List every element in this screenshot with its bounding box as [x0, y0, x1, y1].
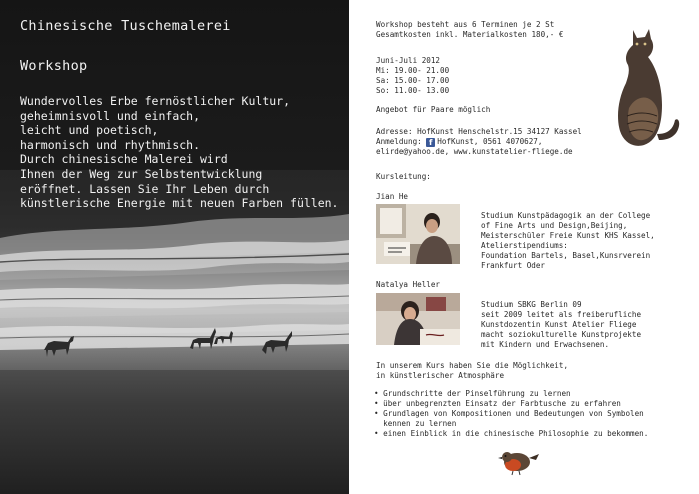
facebook-icon[interactable]: f: [426, 138, 435, 147]
intro-line: harmonisch und rhythmisch.: [20, 137, 201, 152]
intro-line: leicht und poetisch,: [20, 123, 159, 138]
schedule-line: So: 11.00- 13.00: [376, 86, 450, 95]
schedule-line: Mi: 19.00- 21.00: [376, 66, 450, 75]
couples-offer: Angebot für Paare möglich: [376, 105, 491, 114]
workshop-title: Chinesische Tuschemalerei: [20, 18, 231, 34]
schedule: [376, 56, 449, 96]
list-item: • Grundlagen von Kompositionen und Bedeutungen von Symbolen: [374, 409, 644, 418]
contact-links[interactable]: elirde@yahoo.de, www.kunstatelier-fliege.de: [376, 147, 573, 156]
bio-line: Foundation Bartels, Basel,Kunsrverein: [481, 251, 651, 260]
course-intro: [376, 361, 568, 381]
intro-line: künstlerische Energie mit neuen Farben füllen.: [20, 196, 339, 211]
bio-line: mit Kindern und Erwachsenen.: [481, 340, 610, 349]
list-item: • einen Einblick in die chinesische Philosophie zu bekommen.: [374, 429, 649, 438]
info-panel: [349, 0, 699, 494]
bio-line: Frankfurt Oder: [481, 261, 546, 270]
ink-painting-panel: [0, 0, 349, 494]
list-item: kennen zu lernen: [374, 419, 457, 428]
list-item: • Grundschritte der Pinselführung zu lernen: [374, 389, 571, 398]
bio-line: Atelierstipendiums:: [481, 241, 568, 250]
registration-label: Anmeldung:: [376, 137, 422, 146]
info-line: Gesamtkosten inkl. Materialkosten 180,- €: [376, 30, 564, 39]
address: Adresse: HofKunst Henschelstr.15 34127 Kassel: [376, 127, 582, 136]
contact-block: [376, 127, 582, 157]
instructor-name: Jian He: [376, 192, 409, 201]
workshop-info: [376, 20, 563, 40]
instructor-bio: [481, 211, 655, 271]
registration-details: HofKunst, 0561 4070627,: [437, 137, 543, 146]
bird-illustration: [497, 446, 541, 476]
course-intro-line: In unserem Kurs haben Sie die Möglichkeit,: [376, 361, 569, 370]
instructor-photo-natalya-heller: [376, 293, 460, 345]
intro-line: eröffnet. Lassen Sie Ihr Leben durch: [20, 181, 270, 196]
bio-line: Studium SBKG Berlin 09: [481, 300, 582, 309]
course-goals-list: [374, 389, 648, 439]
instructor-bio: [481, 300, 641, 350]
intro-line: Durch chinesische Malerei wird: [20, 152, 228, 167]
bio-line: Kunstdozentin Kunst Atelier Fliege: [481, 320, 637, 329]
bio-line: Studium Kunstpädagogik an der College: [481, 211, 651, 220]
intro-line: Wundervolles Erbe fernöstlicher Kultur,: [20, 94, 291, 108]
bio-line: of Fine Arts und Design,Beijing,: [481, 221, 628, 230]
instructors-heading: Kursleitung:: [376, 172, 431, 181]
ink-landscape-illustration: [0, 0, 349, 494]
workshop-subtitle: Workshop: [20, 58, 88, 74]
intro-text: [20, 94, 339, 211]
bio-line: Meisterschüler Freie Kunst KHS Kassel,: [481, 231, 655, 240]
bio-line: seit 2009 leitet als freiberufliche: [481, 310, 642, 319]
intro-line: geheimnisvoll und einfach,: [20, 108, 201, 123]
intro-line: Ihnen der Weg zur Selbstentwicklung: [20, 166, 263, 181]
schedule-period: Juni-Juli 2012: [376, 56, 441, 65]
registration: [376, 137, 582, 147]
instructor-photo-jian-he: [376, 204, 460, 264]
list-item: • über unbegrenzten Einsatz der Farbtusche zu erfahren: [374, 399, 621, 408]
bio-line: macht soziokulturelle Kunstprojekte: [481, 330, 642, 339]
cat-illustration: [603, 24, 681, 156]
schedule-line: Sa: 15.00- 17.00: [376, 76, 450, 85]
info-line: Workshop besteht aus 6 Terminen je 2 St: [376, 20, 555, 29]
course-intro-line: in künstlerischer Atmosphäre: [376, 371, 505, 380]
instructor-name: Natalya Heller: [376, 280, 441, 289]
